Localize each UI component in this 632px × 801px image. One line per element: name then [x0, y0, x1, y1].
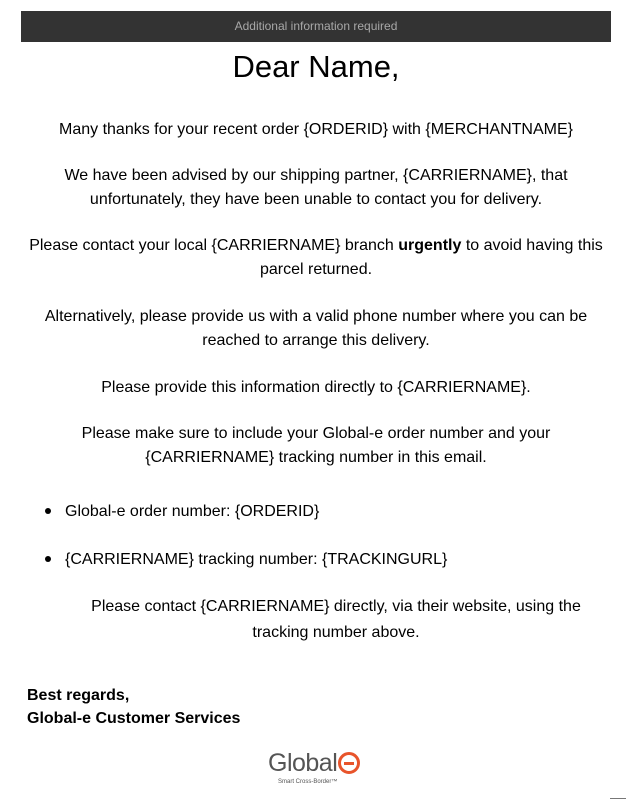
contact-branch-text-end: to avoid having this parcel returned. [259, 237, 603, 278]
contact-carrier-paragraph: Please contact {CARRIERNAME} directly, via their website, using the tracking number above. [91, 598, 581, 641]
global-e-logo [268, 748, 368, 790]
bullet-icon [45, 508, 51, 514]
order-thanks-paragraph: Many thanks for your recent order {ORDERID} with {MERCHANTNAME} [59, 121, 573, 138]
logo-tagline: Smart Cross-Border™ [278, 779, 338, 785]
carrier-advice-paragraph: We have been advised by our shipping partner, {CARRIERNAME}, that unfortunately, they have been unable to contact you for delivery. [64, 167, 568, 208]
logo-word-text: Global [268, 749, 338, 777]
resize-handle-icon [610, 798, 626, 799]
logo-wordmark [268, 748, 368, 778]
contact-branch-text-start: Please contact your local {CARRIERNAME} branch [29, 237, 399, 254]
urgently-emphasis: urgently [398, 237, 462, 254]
bullet-icon [45, 556, 51, 562]
greeting-heading: Dear Name, [232, 49, 400, 84]
list-item [45, 500, 319, 524]
contact-branch-paragraph [20, 234, 612, 282]
signoff-regards: Best regards, [27, 687, 130, 704]
tracking-number-bullet-text: {CARRIERNAME} tracking number: {TRACKINGURL} [65, 551, 448, 568]
order-number-bullet-text: Global-e order number: {ORDERID} [65, 503, 320, 520]
list-item [45, 548, 447, 572]
phone-request-paragraph: Alternatively, please provide us with a valid phone number where you can be reached to arrange this delivery. [44, 308, 588, 349]
provide-info-paragraph: Please provide this information directly to {CARRIERNAME}. [101, 379, 531, 396]
signoff-team: Global-e Customer Services [27, 710, 241, 727]
include-numbers-paragraph: Please make sure to include your Global-e order number and your {CARRIERNAME} tracking number in this email. [81, 425, 551, 466]
logo-e-icon [338, 752, 360, 774]
signoff [27, 684, 240, 730]
info-required-banner: Additional information required [21, 11, 611, 42]
